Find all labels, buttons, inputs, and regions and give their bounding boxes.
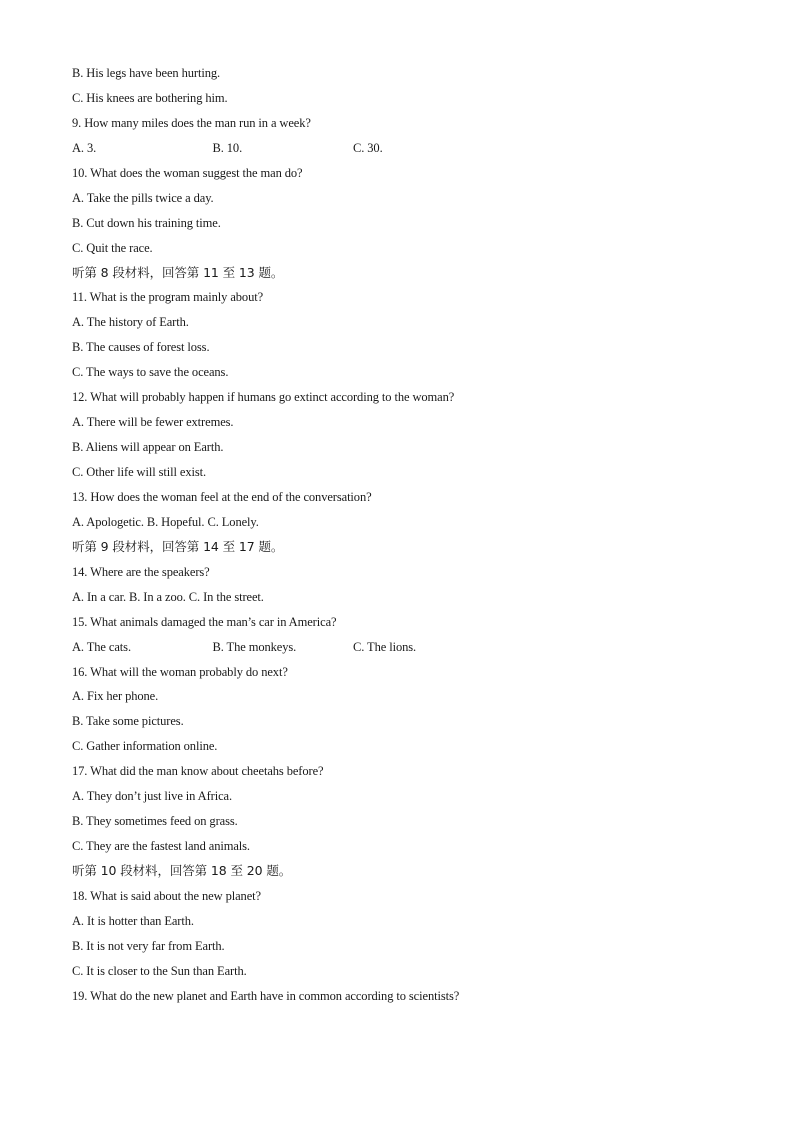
question-line: 11. What is the program mainly about?	[72, 290, 264, 305]
answer-option-line: A. They don’t just live in Africa.	[72, 789, 233, 804]
section-heading: 听第 8 段材料，回答第 11 至 13 题。	[72, 264, 284, 280]
answer-options-row	[72, 635, 752, 660]
document-page	[72, 61, 752, 1009]
answer-option-line: A. Apologetic. B. Hopeful. C. Lonely.	[72, 514, 259, 529]
question-line: 14. Where are the speakers?	[72, 564, 210, 579]
question-line: 9. How many miles does the man run in a week?	[72, 115, 311, 130]
answer-option-line: C. It is closer to the Sun than Earth.	[72, 963, 247, 978]
answer-options-row	[72, 136, 752, 161]
section-heading: 听第 9 段材料，回答第 14 至 17 题。	[72, 538, 284, 554]
answer-option: C. 30.	[353, 140, 383, 155]
answer-option: C. The lions.	[353, 639, 417, 654]
answer-option-line: B. It is not very far from Earth.	[72, 938, 225, 953]
question-line: 15. What animals damaged the man’s car in America?	[72, 614, 337, 629]
answer-option-line: B. The causes of forest loss.	[72, 340, 210, 355]
question-line: 13. How does the woman feel at the end of the conversation?	[72, 489, 372, 504]
question-line: 17. What did the man know about cheetahs before?	[72, 764, 324, 779]
answer-option-line: A. Fix her phone.	[72, 689, 159, 704]
answer-option: B. 10.	[212, 140, 243, 155]
answer-option-line: B. Cut down his training time.	[72, 215, 221, 230]
answer-option: A. 3.	[72, 140, 97, 155]
answer-option-line: A. Take the pills twice a day.	[72, 190, 214, 205]
answer-option-line: C. Gather information online.	[72, 739, 218, 754]
question-line: 12. What will probably happen if humans go extinct according to the woman?	[72, 390, 455, 405]
section-heading: 听第 10 段材料，回答第 18 至 20 题。	[72, 863, 292, 878]
question-line: 19. What do the new planet and Earth have in common according to scientists?	[72, 988, 460, 1003]
answer-option-line: A. In a car. B. In a zoo. C. In the street.	[72, 589, 264, 604]
answer-option-line: A. The history of Earth.	[72, 315, 189, 330]
answer-option: B. The monkeys.	[212, 639, 297, 654]
answer-option: A. The cats.	[72, 639, 131, 654]
answer-option-line: A. There will be fewer extremes.	[72, 415, 234, 430]
answer-option-line: A. It is hotter than Earth.	[72, 913, 194, 928]
answer-option-line: C. Other life will still exist.	[72, 465, 207, 479]
answer-option-line: B. His legs have been hurting.	[72, 66, 221, 80]
answer-option-line: B. They sometimes feed on grass.	[72, 814, 238, 829]
answer-option-line: C. They are the fastest land animals.	[72, 839, 250, 854]
answer-option-line: C. His knees are bothering him.	[72, 90, 228, 105]
answer-option-line: C. Quit the race.	[72, 240, 153, 255]
question-line: 10. What does the woman suggest the man do?	[72, 165, 303, 180]
answer-option-line: B. Take some pictures.	[72, 714, 184, 729]
answer-option-line: B. Aliens will appear on Earth.	[72, 440, 224, 455]
question-line: 18. What is said about the new planet?	[72, 888, 261, 903]
answer-option-line: C. The ways to save the oceans.	[72, 365, 229, 380]
question-line: 16. What will the woman probably do next?	[72, 664, 288, 679]
